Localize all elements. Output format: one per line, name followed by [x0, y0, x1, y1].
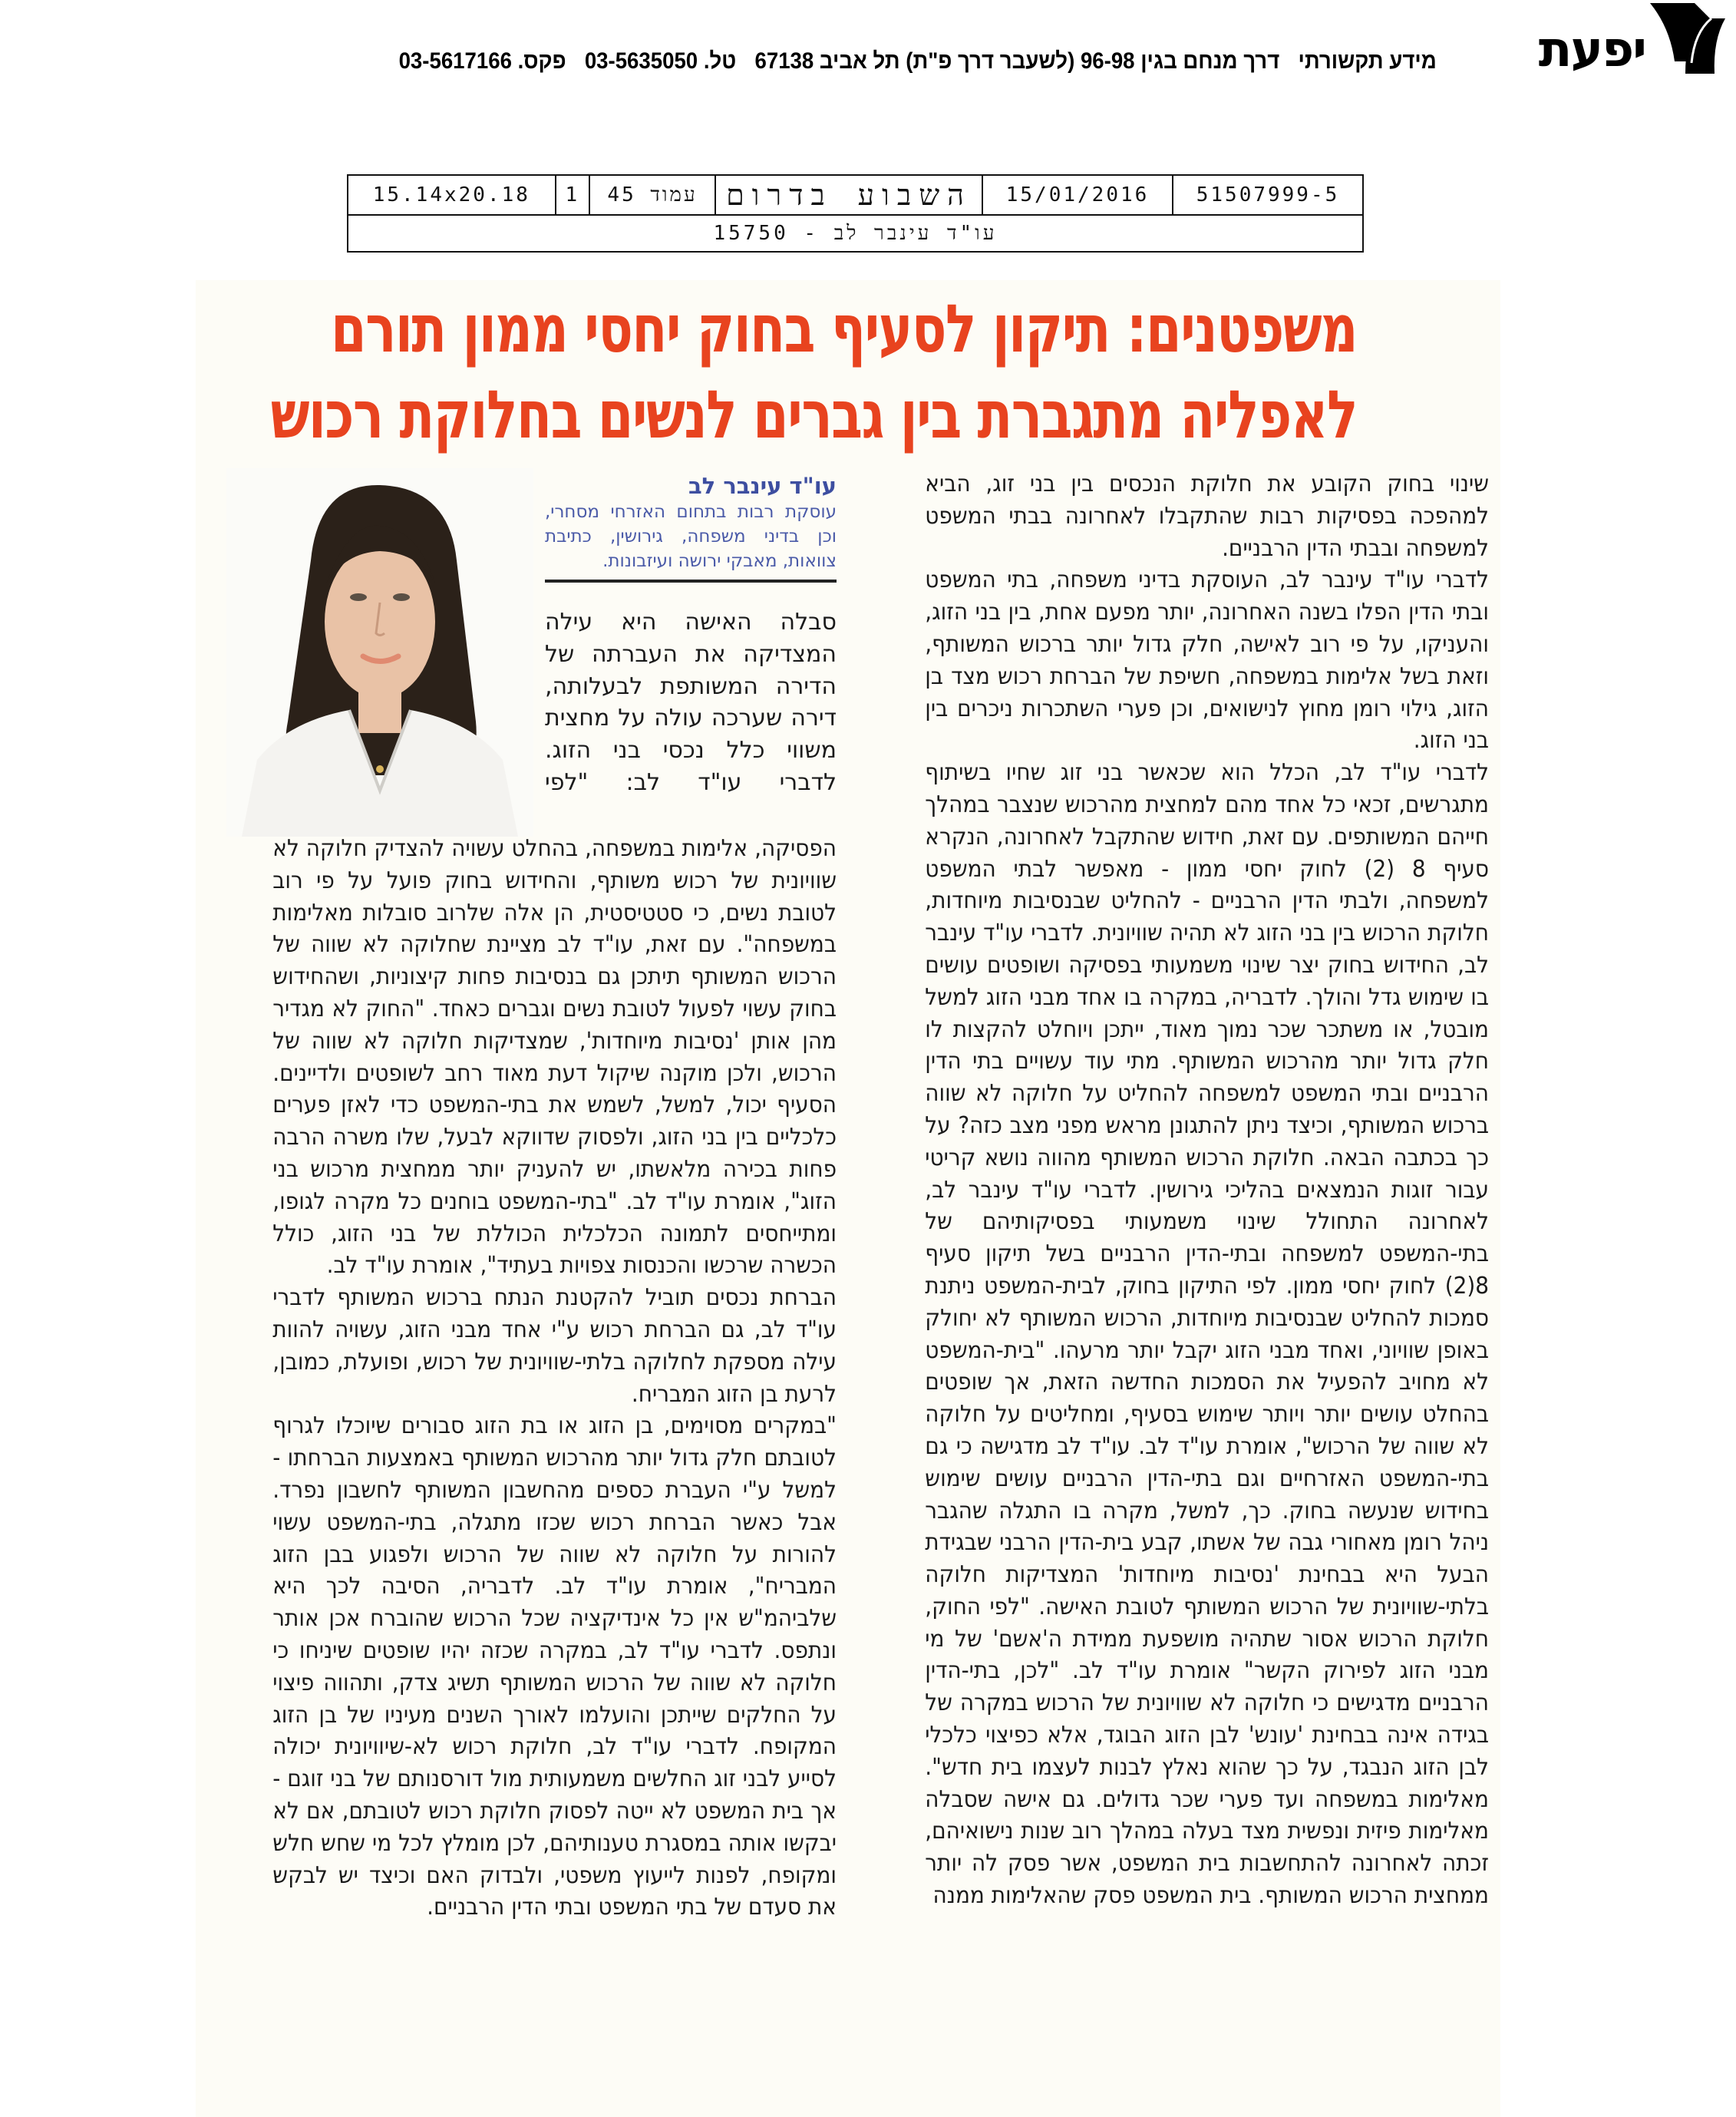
- clip-id: 51507999-5: [1173, 175, 1363, 215]
- agency-phone: טל. 03-5635050: [585, 48, 737, 74]
- paragraph: הפסיקה, אלימות במשפחה, בהחלט עשויה להצדיק חלוקה לא שוויונית של רכוש משותף, והחידוש בחוק פועל על פי רוב לטובת נשים, כי סטטיסטית, הן אלה שלרוב סובלות מאלימות במשפחה". עם זאת, עו"ד לב מציינת שחלוקה לא שווה של הרכוש המשותף תיתכן גם בנסיבות פחות קיצוניות, ושהחידוש בחוק עשוי לפעול לטובת נשים וגברים כאחד. "החוק לא מגדיר מהן אותן 'נסיבות מיוחדות', שמצדיקות חלוקה לא שווה של הרכוש, ולכן מוקנה שיקול דעת מאוד רחב לשופטים ולדיינים. הסעיף יכול, למשל, לשמש את בתי-המשפט כדי לאזן פערים כלכליים בין בני הזוג, ולפסוק שדווקא לבעל, שלו משרה הרבה פחות בכירה מלאשתו, יש להעניק יותר ממחצית מרכוש בני הזוג", אומרת עו"ד לב. "בתי-המשפט בוחנים כל מקרה לגופו, ומתייחסים לתמונה הכלכלית הכוללת של בני הזוג, כולל הכשרה שרכשו והכנסות צפויות בעתיד", אומרת עו"ד לב.: [272, 835, 837, 1280]
- paragraph: שינוי בחוק הקובע את חלוקת הנכסים בין בני זוג, הביא למהפכה בפסיקות רבות שהתקבלו לאחרונה בבתי המשפט למשפחה ובבתי הדין הרבניים.: [925, 471, 1489, 562]
- paragraph: לדברי עו"ד עינבר לב, העוסקת בדיני משפחה, בתי המשפט ובתי הדין הפלו בשנה האחרונה, יותר מפעם אחת, בין בני הזוג, והעניקו, על פי רוב לאישה, חלק גדול יותר ברכוש המשותף, וזאת בשל אלימות במשפחה, חשיפת של הברחת רכוש מצד בן הזוג, גילוי רומן מחוץ לנישואים, וכן פערי השתכרות ניכרים בין בני הזוג.: [925, 566, 1489, 755]
- paragraph: לדברי עו"ד לב, הכלל הוא שכאשר בני זוג שחיו בשיתוף מתגרשים, זכאי כל אחד מהם למחצית מהרכוש שנצבר במהלך חייהם המשותפים. עם זאת, חידוש שהתקבל לאחרונה, הנקרא סעיף 8 (2) לחוק יחסי ממון - מאפשר לבתי המשפט למשפחה, ולבתי הדין הרבניים - להחליט שבנסיבות מיוחדות, חלוקת הרכוש בין בני הזוג לא תהיה שוויונית. לדברי עו"ד עינבר לב, החידוש בחוק יצר שינוי משמעותי בפסיקה ושופטים עושים בו שימוש גדל והולך. לדבריה, במקרה בו אחד מבני הזוג למשל מובטל, או משתכר שכר נמוך מאוד, ייתכן ויוחלט להקצות לו חלק גדול יותר מהרכוש המשותף. מתי עוד עשויים בתי הדין הרבניים ובתי המשפט למשפחה להחליט על חלוקה לא שווה ברכוש המשותף, וכיצד ניתן להתגונן מראש מפני מצב כזה? על כך בכתבה הבאה. חלוקת הרכוש המשותף מהווה נושא קריטי עבור זוגות הנמצאים בהליכי גירושין. לדברי עו"ד עינבר לב, לאחרונה התחולל שינוי משמעותי בפסיקותיהם של בתי-המשפט למשפחה ובתי-הדין הרבניים בשל תיקון סעיף 8(2) לחוק יחסי ממון. לפי התיקון בחוק, לבית-המשפט ניתנת סמכות להחליט שבנסיבות מיוחדות, הרכוש המשותף לא יחולק באופן שוויוני, ואחד מבני הזוג יקבל יותר מרעהו. "בית-המשפט לא מחויב להפעיל את הסמכות החדשה הזאת, אך שופטים בהחלט עושים יותר ויותר שימוש בסעיף, ומחליטים על חלוקה לא שווה של הרכוש", אומרת עו"ד לב. עו"ד לב מדגישה כי גם בתי-המשפט האזרחיים וגם בתי-הדין הרבניים עושים שימוש בחידוש שנעשה בחוק. כך, למשל, מקרה בו התגלה שהגבר ניהל רומן מאחורי גבה של אשתו, קבע בית-הדין הרבני שבגידת הבעל היא בבחינת 'נסיבות מיוחדות' המצדיקות חלוקה בלתי-שוויונית של הרכוש המשותף לטובת האישה. "לפי החוק, חלוקת הרכוש אסור שתהיה מושפעת ממידת ה'אשם' של מי מבני הזוג לפירוק הקשר" אומרת עו"ד לב. "לכן, בתי-הדין הרבניים מדגישים כי חלוקה לא שוויונית של הרכוש במקרה של בגידה אינה בבחינת 'עונש' לבן הזוג הבוגד, אלא כפיצוי כלכלי לבן הזוג הנבגד, על כך שהוא נאלץ לבנות לעצמו בית חדש". מאלימות במשפחה ועד פערי שכר גדולים. גם אישה שסבלה מאלימות פיזית ונפשית מצד בעלה במהלך רוב שנות נישואיהם, זכתה לאחרונה להתחשבות בית המשפט, אשר פסק לה יותר ממחצית הרכוש המשותף. בית המשפט פסק שהאלימות ממנה: [925, 759, 1489, 1910]
- agency-header: [0, 0, 1736, 100]
- article-clipping: [196, 280, 1500, 2117]
- agency-fax: פקס. 03-5617166: [398, 48, 566, 74]
- article-column-right: [925, 468, 1489, 1912]
- author-description: עוסקת רבות בתחום האזרחי מסחרי, וכן בדיני משפחה, גירושין, כתיבת צוואות, מאבקי ירושה ועיזבונות.: [545, 502, 837, 571]
- agency-name: מידע תקשורתי: [1298, 48, 1437, 74]
- author-bio: [545, 472, 837, 583]
- clip-size: 15.14x20.18: [348, 175, 556, 215]
- clip-date: 15/01/2016: [982, 175, 1173, 215]
- clip-count: 1: [556, 175, 589, 215]
- portrait-illustration: [226, 468, 533, 837]
- article-column-left: [272, 833, 837, 1924]
- logo-wordmark: יפעת: [1538, 21, 1645, 78]
- paragraph: סבלה האישה היא עילה המצדיקה את העברתה של הדירה המשותפת לבעלותה, דירה שערכה עולה על מחצית משווי כלל נכסי בני הזוג.: [545, 609, 837, 765]
- clip-subject: עו"ד עינבר לב - 15750: [348, 215, 1363, 252]
- paragraph: הברחת נכסים תוביל להקטנת הנתח ברכוש המשותף לדברי עו"ד לב, גם הברחת רכוש ע"י אחד מבני הזוג, עשויה להוות עילה מספקת לחלוקה בלתי-שוויונית של רכוש, ופועלת, כמובן, לרעת בן הזוג המבריח.: [272, 1284, 837, 1408]
- article-side-text: [545, 606, 837, 799]
- paragraph: לדברי עו"ד לב: "לפי: [545, 768, 837, 796]
- agency-contact-line: [386, 46, 1437, 77]
- agency-address: דרך מנחם בגין 96-98 (לשעבר דרך פ"ת) תל אביב 67138: [754, 48, 1280, 74]
- bio-divider: [545, 580, 837, 583]
- publication-name: השבוע בדרום: [715, 175, 982, 215]
- author-portrait-photo: [226, 468, 533, 837]
- author-name: עו"ד עינבר לב: [688, 473, 837, 499]
- headline: [270, 286, 1358, 458]
- yifat-logo-icon: [1649, 2, 1725, 75]
- headline-line: משפטנים: תיקון לסעיף בחוק יחסי ממון תורם: [330, 291, 1357, 368]
- paragraph: "במקרים מסוימים, בן הזוג או בת הזוג סבורים שיוכלו לגרוף לטובתם חלק גדול יותר מהרכוש המשותף באמצעות הברחתו - למשל ע"י העברת כספים מהחשבון המשותף לחשבון נפרד. אבל כאשר הברחת רכוש שכזו מתגלה, בתי-המשפט עשוי להורות על חלוקה לא שווה של הרכוש ולפגוע בבן הזוג המבריח", אומרת עו"ד לב. לדבריה, הסיבה לכך היא שלביהמ"ש אין כל אינדיקציה שכל הרכוש שהוברח אכן אותר ונתפס. לדברי עו"ד לב, במקרה שכזה יהיו שופטים שיניחו כי חלוקה לא שווה של הרכוש המשותף תשיג צדק, ותהווה פיצוי על החלקים שייתכן והועלמו לאורך השנים מעיניו של בן הזוג המקופח. לדברי עו"ד לב, חלוקת רכוש לא-שיוויונית יכולה לסייע לבני זוג החלשים משמעותית מול דורסנותם של בני זוגם - אך בית המשפט לא ייטה לפסוק חלוקת רכוש לטובתם, אם לא יבקשו אותה במסגרת טענותיהם, לכן מומלץ לכל מי שחש חלש ומקופח, לפנות לייעוץ משפטי, ולבדוק האם וכיצד יש לבקש את סעדם של בתי המשפט ובתי הדין הרבניים.: [272, 1412, 837, 1921]
- headline-line: לאפליה מתגברת בין גברים לנשים בחלוקת רכוש: [270, 377, 1358, 454]
- page-number: עמוד 45: [589, 175, 715, 215]
- clipping-meta-table: [347, 174, 1364, 253]
